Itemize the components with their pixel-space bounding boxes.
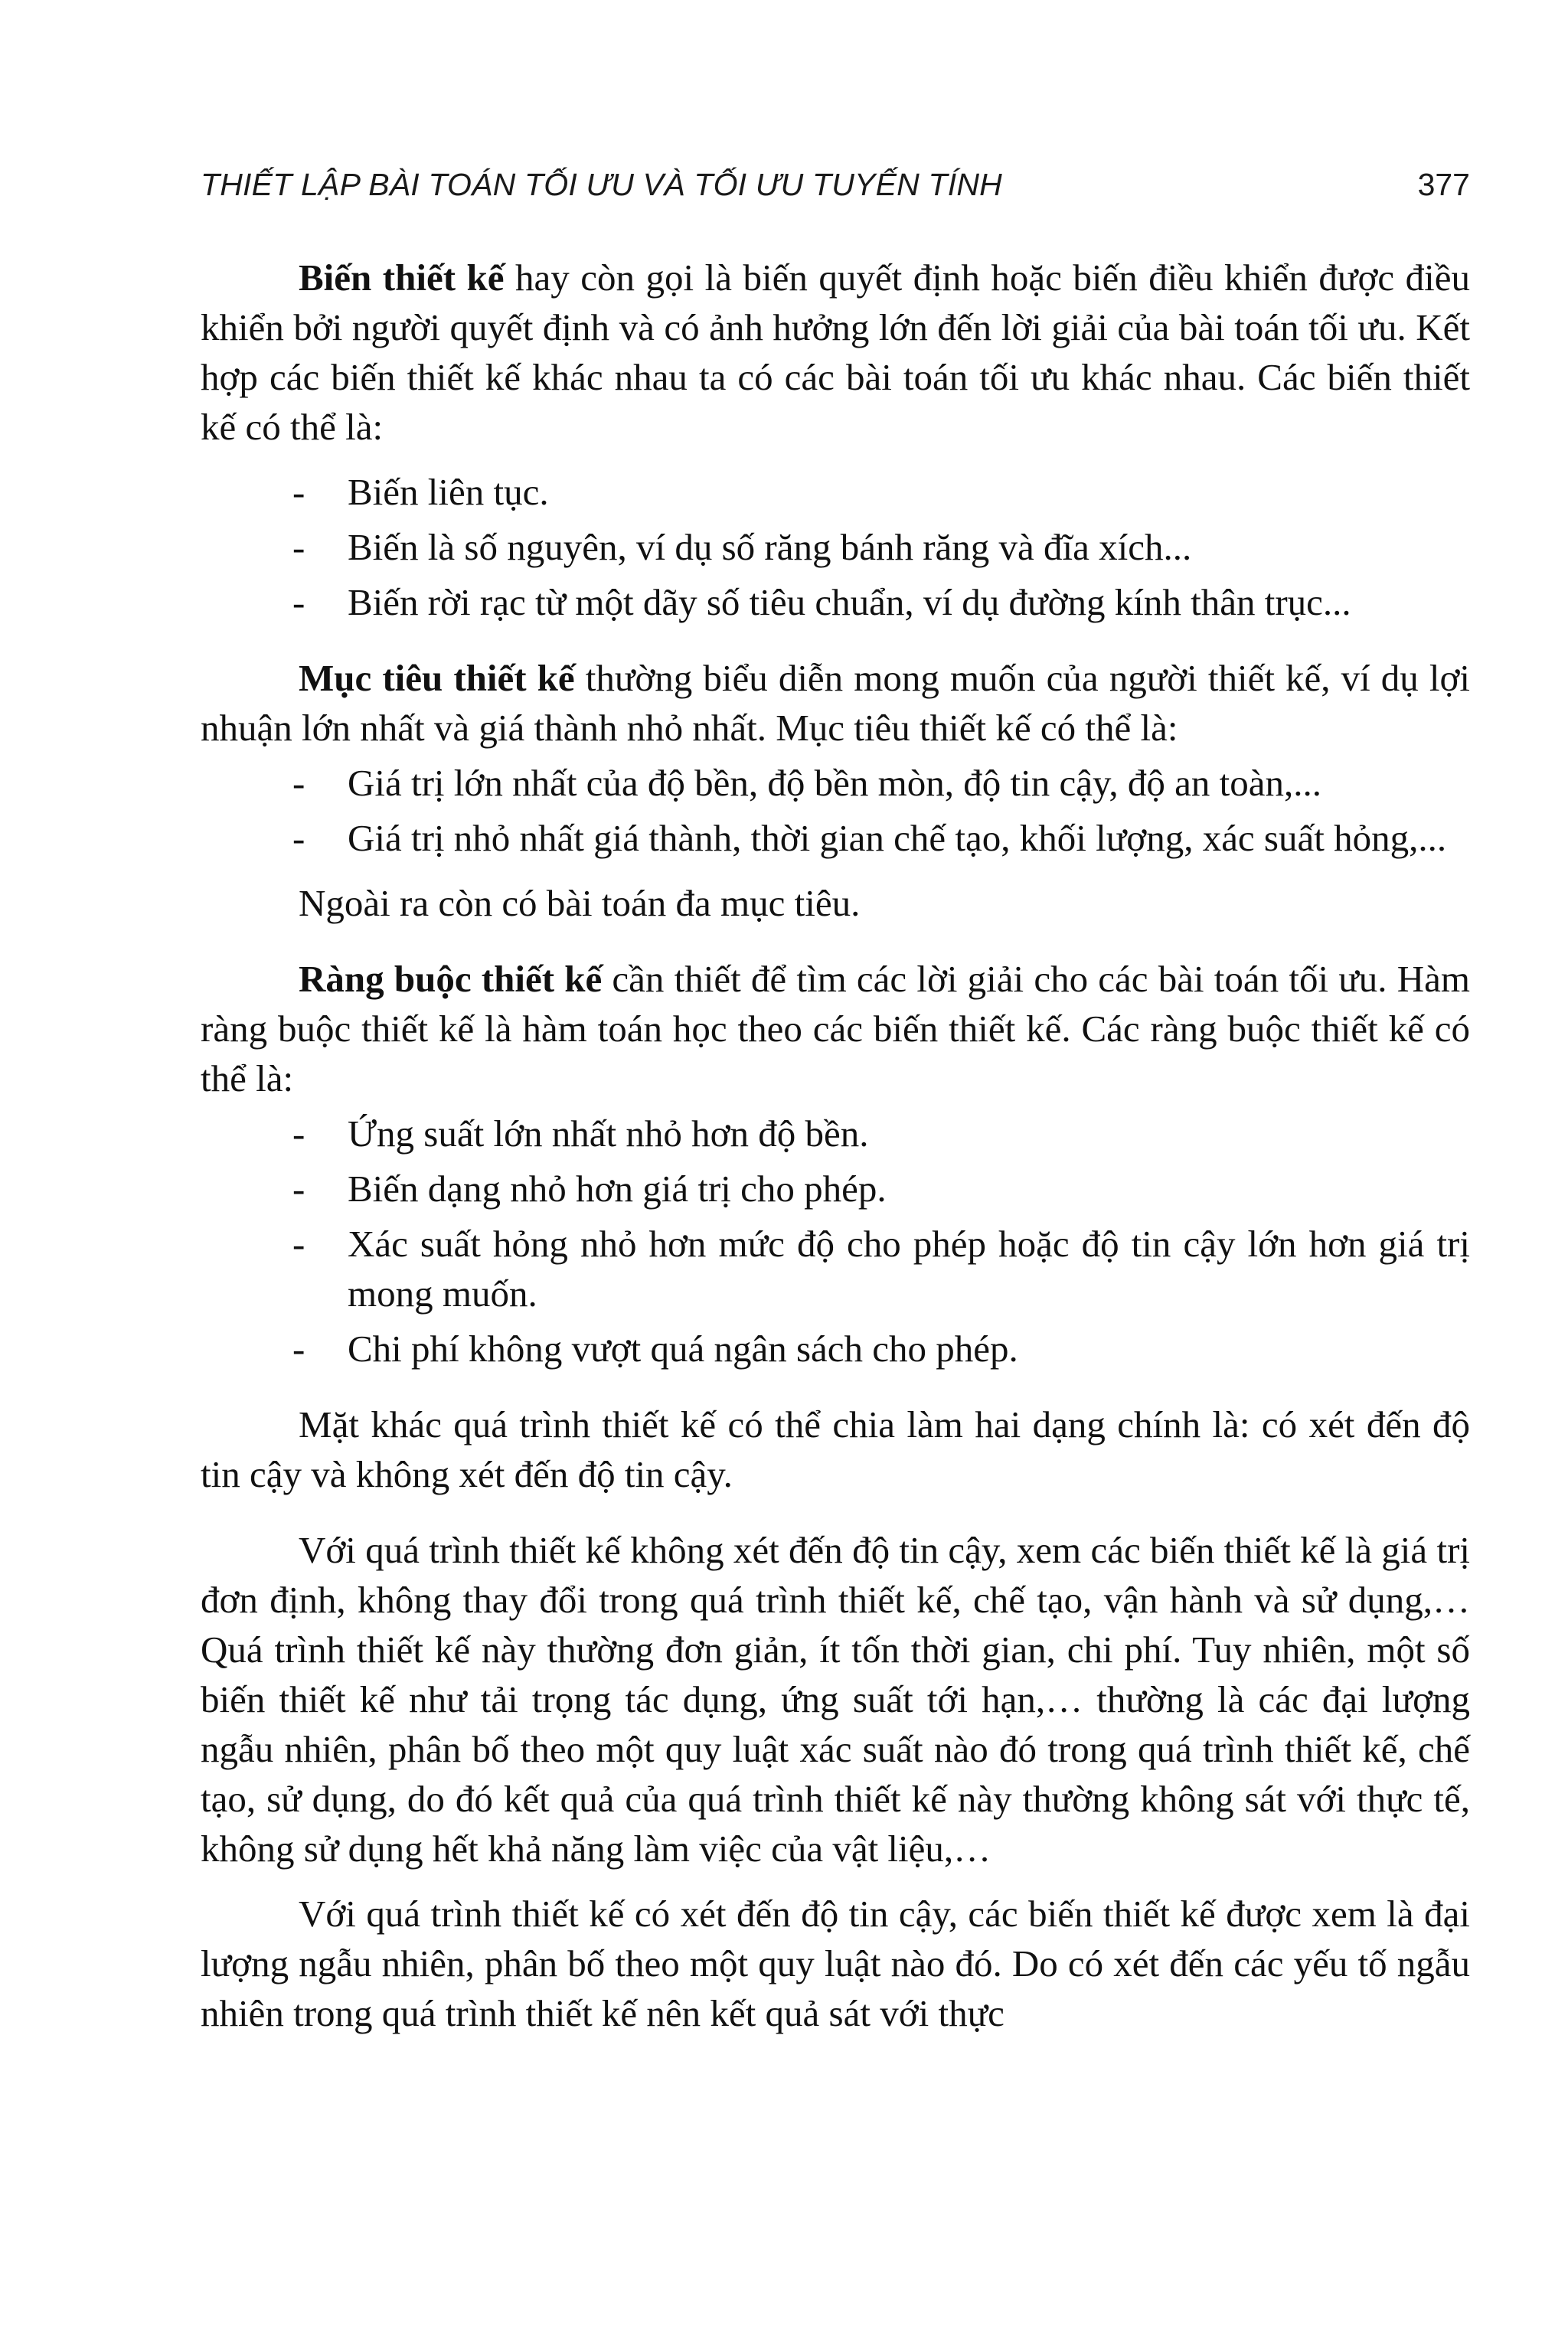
list-item-text: Chi phí không vượt quá ngân sách cho phép.	[348, 1328, 1018, 1370]
list-item	[201, 813, 1470, 863]
paragraph-design-variables	[201, 253, 1470, 452]
paragraph: Với quá trình thiết kế có xét đến độ tin cậy, các biến thiết kế được xem là đại lượng ngẫu nhiên, phân bố theo một quy luật nào đó. Do có xét đến các yếu tố ngẫu nhiên trong quá trình thiết kế nên kết quả sát với thực	[201, 1893, 1470, 2034]
paragraph-design-objective	[201, 653, 1470, 753]
list-dash: -	[292, 1168, 305, 1210]
list-dash: -	[292, 817, 305, 859]
list-item-text: Ứng suất lớn nhất nhỏ hơn độ bền.	[348, 1112, 869, 1155]
list-dash: -	[292, 526, 305, 568]
list-dash: -	[292, 1328, 305, 1370]
term-design-objective: Mục tiêu thiết kế	[299, 657, 575, 699]
list-dash: -	[292, 1223, 305, 1265]
list-item-text: Giá trị lớn nhất của độ bền, độ bền mòn, độ tin cậy, độ an toàn,...	[348, 762, 1321, 804]
term-design-constraints: Ràng buộc thiết kế	[299, 958, 603, 1000]
paragraph: Với quá trình thiết kế không xét đến độ tin cậy, xem các biến thiết kế là giá trị đơn định, không thay đổi trong quá trình thiết kế, chế tạo, vận hành và sử dụng,… Quá trình thiết kế này thường đơn giản, ít tốn thời gian, chi phí. Tuy nhiên, một số biến thiết kế như tải trọng tác dụng, ứng suất tới hạn,… thường là các đại lượng ngẫu nhiên, phân bố theo một quy luật xác suất nào đó trong quá trình thiết kế, chế tạo, sử dụng, do đó kết quả của quá trình thiết kế này thường không sát với thực tế, không sử dụng hết khả năng làm việc của vật liệu,…	[201, 1529, 1470, 1870]
paragraph-design-constraints	[201, 954, 1470, 1103]
list-item-text: Biến là số nguyên, ví dụ số răng bánh răng và đĩa xích...	[348, 526, 1192, 568]
paragraph-text: thường biểu diễn mong muốn của người thiết kế, ví dụ lợi nhuận lớn nhất và giá thành nhỏ nhất. Mục tiêu thiết kế có thể là:	[201, 657, 1470, 749]
list-item-text: Giá trị nhỏ nhất giá thành, thời gian chế tạo, khối lượng, xác suất hỏng,...	[348, 817, 1447, 859]
list-item	[201, 577, 1470, 627]
list-item	[201, 522, 1470, 572]
list-dash: -	[292, 1112, 305, 1155]
paragraph-text: cần thiết để tìm các lời giải cho các bài toán tối ưu. Hàm ràng buộc thiết kế là hàm toán học theo các biến thiết kế. Các ràng buộc thiết kế có thể là:	[201, 958, 1471, 1099]
list-item	[201, 758, 1470, 808]
list-dash: -	[292, 471, 305, 513]
list-item-text: Biến rời rạc từ một dãy số tiêu chuẩn, ví dụ đường kính thân trục...	[348, 581, 1351, 623]
paragraph: Mặt khác quá trình thiết kế có thể chia làm hai dạng chính là: có xét đến độ tin cậy và không xét đến độ tin cậy.	[201, 1403, 1470, 1495]
running-header	[201, 167, 1470, 213]
list-item	[201, 1324, 1470, 1374]
list-dash: -	[292, 762, 305, 804]
header-title: THIẾT LẬP BÀI TOÁN TỐI ƯU VÀ TỐI ƯU TUYẾN TÍNH	[201, 167, 1002, 202]
body-text	[201, 253, 1470, 2038]
list-item	[201, 467, 1470, 517]
page-number: 377	[1417, 167, 1470, 202]
list-item-text: Biến dạng nhỏ hơn giá trị cho phép.	[348, 1168, 887, 1210]
list-item-text: Biến liên tục.	[348, 471, 549, 513]
list-item	[201, 1164, 1470, 1214]
list-dash: -	[292, 581, 305, 623]
list-item	[201, 1219, 1470, 1318]
list-item-text: Xác suất hỏng nhỏ hơn mức độ cho phép hoặc độ tin cậy lớn hơn giá trị mong muốn.	[348, 1223, 1470, 1315]
paragraph-text: hay còn gọi là biến quyết định hoặc biến điều khiển được điều khiển bởi người quyết định và có ảnh hưởng lớn đến lời giải của bài toán tối ưu. Kết hợp các biến thiết kế khác nhau ta có các bài toán tối ưu khác nhau. Các biến thiết kế có thể là:	[201, 256, 1470, 448]
paragraph-multi-objective: Ngoài ra còn có bài toán đa mục tiêu.	[299, 882, 861, 924]
list-item	[201, 1109, 1470, 1158]
term-design-variables: Biến thiết kế	[299, 256, 505, 299]
